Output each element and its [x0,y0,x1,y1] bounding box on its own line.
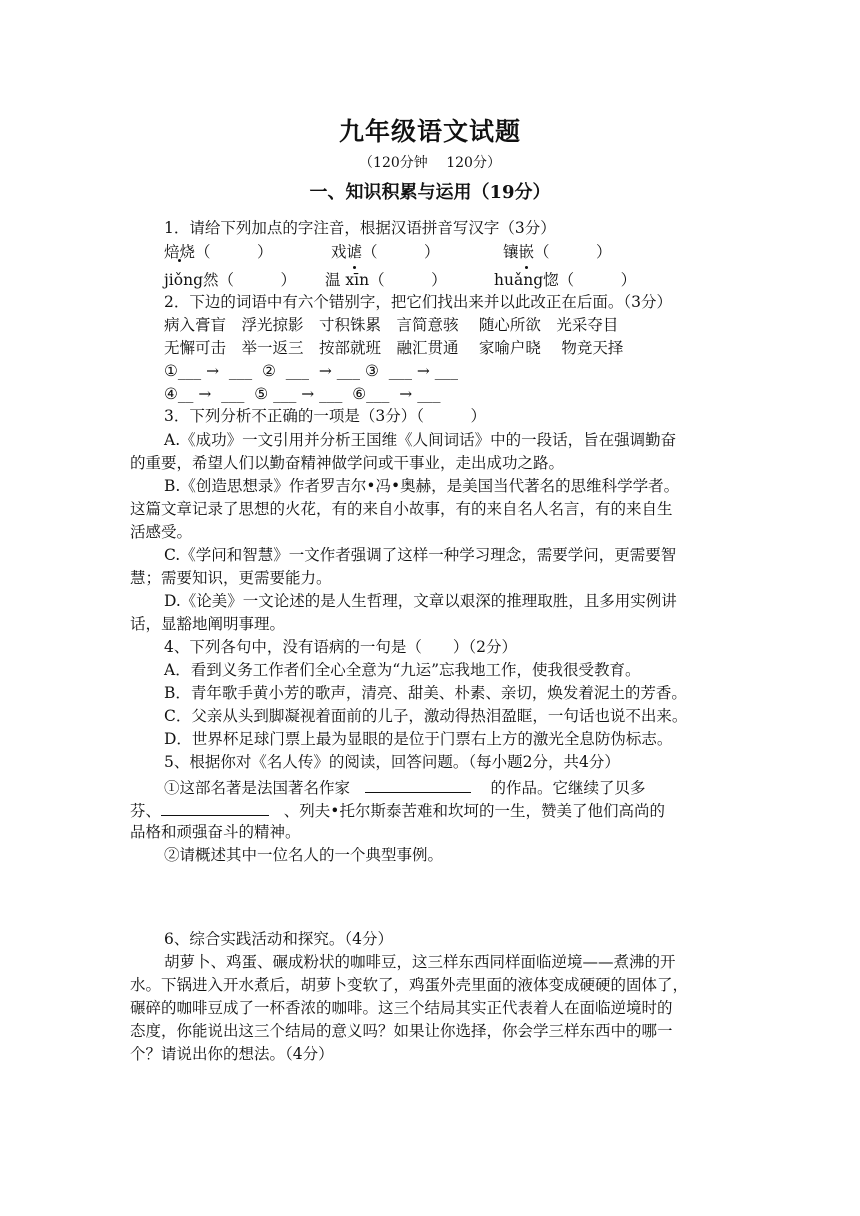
q1-item-5: 温 xīn（ ） [325,271,447,289]
q3-option-c-cont: 慧；需要知识，更需要能力。 [130,569,332,587]
section-heading: 一、知识积累与运用（19分） [309,182,551,203]
q2-correction-row-2: ④__ → ___ ⑤ ___ → ___ ⑥___ → ___ [164,385,441,403]
author-blank [365,774,471,793]
q3-option-a: A.《成功》一文引用并分析王国维《人间词话》中的一段话，旨在强调勤奋 [164,431,677,449]
q3-option-b: B.《创造思想录》作者罗吉尔•冯•奥赫，是美国当代著名的思维科学学者。 [164,477,680,495]
page-title: 九年级语文试题 [338,117,521,146]
q4-option-b: B．青年歌手黄小芳的歌声，清亮、甜美、朴素、亲切，焕发着泥土的芳香。 [164,684,687,702]
q6-passage-line-2: 水。下锅进入开水煮后，胡萝卜变软了，鸡蛋外壳里面的液体变成硬硬的固体了， [130,976,689,994]
q5-part-1-cont2: 品格和顽强奋斗的精神。 [130,823,301,841]
q3-option-b-cont2: 活感受。 [130,523,193,541]
q1-item-3: 镶嵌（ ） [503,240,612,264]
q3-stem: 3．下列分析不正确的一项是（3分）（ ） [164,407,486,425]
q3-option-b-cont: 这篇文章记录了思想的火花，有的来自小故事，有的来自名人名言，有的来自生 [130,500,673,518]
q1-item-4: jiǒng然（ ） [164,271,297,289]
q3-option-a-cont: 的重要，希望人们以勤奋精神做学问或干事业，走出成功之路。 [130,454,565,472]
q6-passage-line-1: 胡萝卜、鸡蛋、碾成粉状的咖啡豆，这三样东西同样面临逆境——煮沸的开 [164,953,676,971]
q5-part-2: ②请概述其中一位名人的一个典型事例。 [164,846,444,864]
q2-words-row-2: 无懈可击 举一返三 按部就班 融汇贯通 家喻户晓 物竞天择 [164,339,624,357]
q4-option-d: D．世界杯足球门票上最为显眼的是位于门票右上方的激光全息防伪标志。 [164,730,673,748]
q4-stem: 4、下列各句中，没有语病的一句是（ ）（2分） [164,638,517,656]
q2-correction-row-1: ①___ → ___ ② ___ → ___ ③ ___ → ___ [164,362,459,380]
q2-words-row-1: 病入膏盲 浮光掠影 寸积铢累 言简意骇 随心所欲 光采夺目 [164,316,619,334]
q3-option-c: C.《学问和智慧》一文作者强调了这样一种学习理念，需要学问，更需要智 [164,546,677,564]
q1-item-6: huǎng惚（ ） [494,271,637,289]
q4-option-a: A．看到义务工作者们全心全意为“九运”忘我地工作，使我很受教育。 [164,661,641,679]
q6-passage-line-3: 碾碎的咖啡豆成了一杯香浓的咖啡。这三个结局其实正代表着人在面临逆境时的 [130,999,673,1017]
q1-item-1: 焙烧（ ） [164,243,273,261]
q5-part-1: ①这部名著是法国著名作家 的作品。它继续了贝多 [164,774,646,800]
q2-stem: 2．下边的词语中有六个错别字，把它们找出来并以此改正在后面。（3分） [164,293,672,311]
q6-passage-line-4: 态度，你能说出这三个结局的意义吗？如果让你选择，你会学三样东西中的哪一 [130,1022,673,1040]
person-blank [161,797,269,816]
q1-item-2: 戏谑（ ） [331,240,440,264]
q1-stem: 1．请给下列加点的字注音，根据汉语拼音写汉字（3分） [164,219,556,237]
q4-option-c: C．父亲从头到脚凝视着面前的儿子，激动得热泪盈眶，一句话也说不出来。 [164,707,688,725]
q3-option-d: D.《论美》一文论述的是人生哲理，文章以艰深的推理取胜，且多用实例讲 [164,592,677,610]
q6-stem: 6、综合实践活动和探究。（4分） [164,930,393,948]
q5-stem: 5、根据你对《名人传》的阅读，回答问题。（每小题2分，共4分） [164,753,620,771]
q3-option-d-cont: 话，显豁地阐明事理。 [130,615,286,633]
q5-part-1-cont: 芬、 、列夫•托尔斯泰苦难和坎坷的一生，赞美了他们高尚的 [130,797,665,823]
page-subtitle: （120分钟 120分） [359,155,501,171]
q6-passage-line-5: 个？请说出你的想法。（4分） [130,1045,334,1063]
